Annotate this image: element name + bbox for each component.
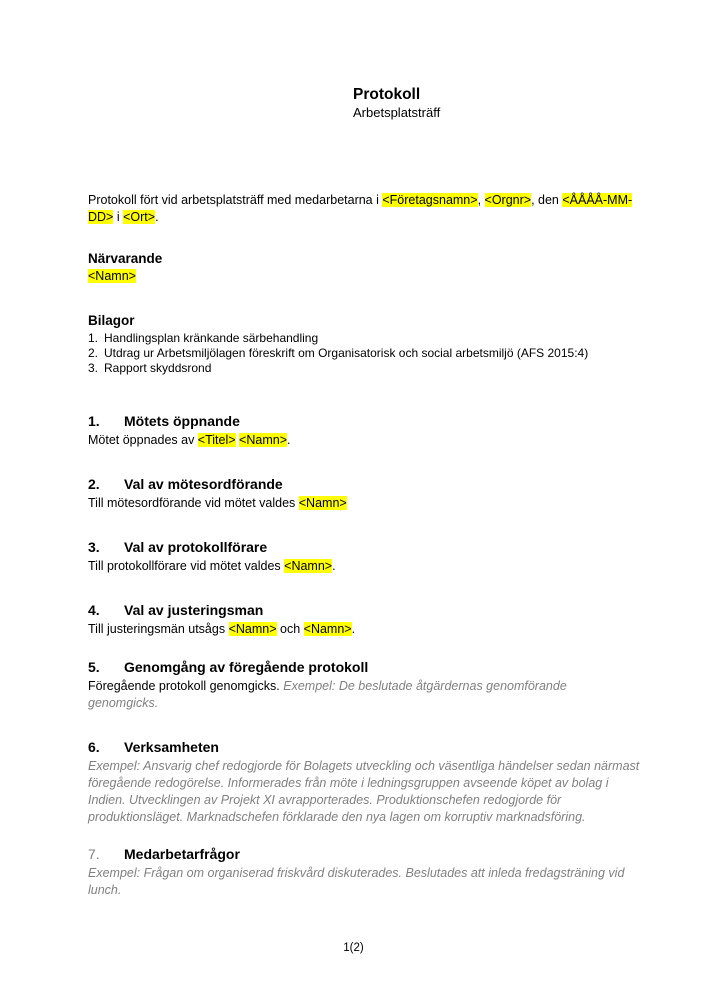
placeholder-title: <Titel> [197, 433, 236, 447]
section-title: Mötets öppnande [124, 413, 240, 429]
placeholder-name: <Namn> [88, 269, 136, 283]
section-heading [88, 739, 640, 756]
example-text: Exempel: Frågan om organiserad friskvård diskuterades. Beslutades att inleda fredagsträning vid lunch. [88, 866, 625, 897]
placeholder-name: <Namn> [303, 622, 352, 636]
section-number: 3. [88, 539, 100, 555]
body-text: Till mötesordförande vid mötet valdes [88, 496, 299, 510]
list-item-text: Rapport skyddsrond [104, 361, 212, 375]
section-title: Medarbetarfrågor [124, 846, 240, 862]
list-item [88, 346, 640, 361]
section-body [88, 495, 640, 512]
section-title: Verksamheten [124, 739, 219, 755]
placeholder-city: <Ort> [123, 210, 156, 224]
section-verksamheten [88, 739, 640, 826]
body-text: . [351, 622, 356, 636]
body-text: Till protokollförare vid mötet valdes [88, 559, 285, 573]
body-text: och [276, 622, 304, 636]
page-number: 1(2) [343, 942, 364, 954]
body-text: Mötet öppnades av [88, 433, 198, 447]
list-item-number: 2. [88, 346, 99, 360]
attachment-list [88, 331, 640, 376]
section-val-av-justeringsman [88, 602, 640, 638]
title-block [353, 86, 640, 121]
section-heading [88, 602, 640, 619]
section-medarbetarfragor [88, 846, 640, 899]
example-text: Exempel: Ansvarig chef redogjorde för Bolagets utveckling och väsentliga händelser sedan närmast föregående redogörelse. Informerades från möte i ledningsgruppen avseende köpet av bolag i Indien. Utvecklingen av Projekt XI avrapporterades. Produktionschefen redogjorde för produktionsläget. Marknadschefen förklarade den nya lagen om korruptiv marknadsföring. [88, 759, 640, 824]
attendees-heading: Närvarande [88, 251, 163, 266]
section-heading [88, 413, 640, 430]
example-text: Exempel: De beslutade åtgärdernas genomförande genomgicks. [88, 679, 567, 710]
placeholder-company-name: <Företagsnamn> [382, 193, 478, 207]
attendees-value [88, 268, 640, 285]
section-heading [88, 539, 640, 556]
section-body [88, 432, 640, 449]
list-item-number: 1. [88, 331, 99, 345]
attachments-heading: Bilagor [88, 313, 135, 328]
section-genomgang-foregaende-protokoll [88, 659, 640, 712]
list-item [88, 331, 640, 346]
document-title: Protokoll [353, 86, 421, 103]
section-body [88, 758, 640, 826]
section-title: Val av mötesordförande [124, 476, 283, 492]
section-heading [88, 659, 640, 676]
intro-text: , [477, 193, 485, 207]
section-number: 6. [88, 739, 100, 755]
section-title: Val av justeringsman [124, 602, 264, 618]
placeholder-orgnr: <Orgnr> [484, 193, 532, 207]
section-body [88, 558, 640, 575]
section-motets-oppnande [88, 413, 640, 449]
list-item [88, 361, 640, 376]
list-item-number: 3. [88, 361, 99, 375]
body-text: Föregående protokoll genomgicks. [88, 679, 280, 693]
placeholder-date: <ÅÅÅÅ-MM-DD> [88, 193, 633, 224]
section-body [88, 865, 640, 899]
section-body [88, 678, 640, 712]
section-number: 1. [88, 413, 100, 429]
body-text: Till justeringsmän utsågs [88, 622, 229, 636]
section-heading [88, 846, 640, 863]
intro-paragraph [88, 192, 640, 226]
placeholder-name: <Namn> [239, 433, 287, 447]
body-text: . [332, 559, 336, 573]
section-heading [88, 476, 640, 493]
placeholder-name: <Namn> [284, 559, 333, 573]
intro-text: . [155, 210, 159, 224]
list-item-text: Handlingsplan kränkande särbehandling [104, 331, 319, 345]
section-val-av-protokollforare [88, 539, 640, 575]
section-body [88, 621, 640, 638]
section-number: 4. [88, 602, 100, 618]
section-val-av-motesordforande [88, 476, 640, 512]
attendees-section [88, 250, 640, 285]
attachments-section [88, 312, 640, 376]
intro-text: i [113, 210, 124, 224]
section-number: 2. [88, 476, 100, 492]
section-title: Val av protokollförare [124, 539, 268, 555]
section-title: Genomgång av föregående protokoll [124, 659, 369, 675]
placeholder-name: <Namn> [298, 496, 347, 510]
intro-text: , den [531, 193, 563, 207]
placeholder-name: <Namn> [228, 622, 277, 636]
intro-text: Protokoll fört vid arbetsplatsträff med medarbetarna i [88, 193, 383, 207]
list-item-text: Utdrag ur Arbetsmiljölagen föreskrift om Organisatorisk och social arbetsmiljö (AFS 2015:4) [104, 346, 589, 360]
document-subtitle: Arbetsplatsträff [353, 105, 441, 120]
body-text: . [287, 433, 291, 447]
section-number: 5. [88, 659, 100, 675]
section-number: 7. [88, 846, 100, 862]
